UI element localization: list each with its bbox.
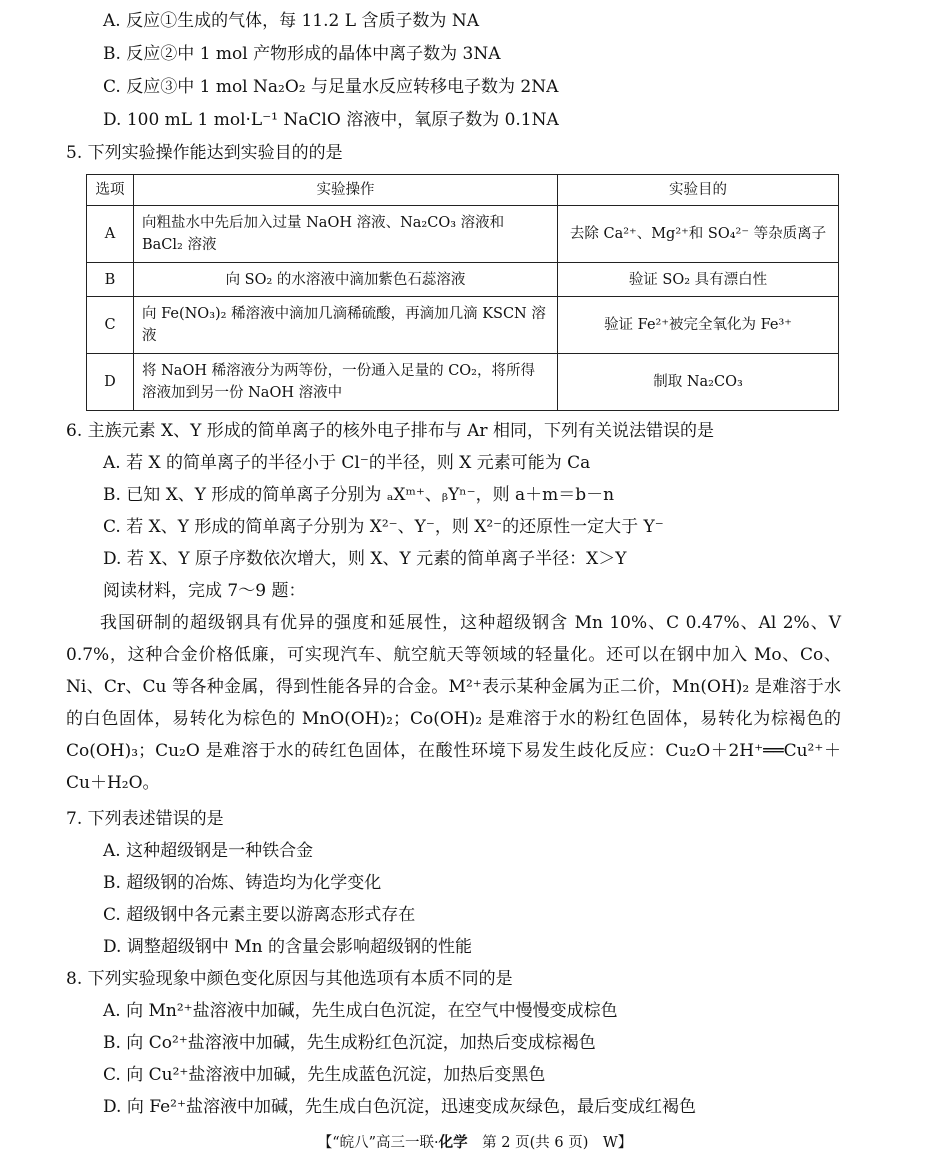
reading-intro: 阅读材料，完成 7～9 题： (103, 581, 306, 601)
reading-passage: 我国研制的超级钢具有优异的强度和延展性，这种超级钢含 Mn 10%、C 0.47%、Al 2%、V 0.7%，这种合金价格低廉，可实现汽车、航空航天等领域的轻量化。还可以在钢中加入 Mo、Co、Ni、Cr、Cu 等各种金属，得到性能各异的合金。M²⁺表示某种金属为正二价，Mn(OH)₂ 是难溶于水的白色固体，易转化为棕色的 MnO(OH)₂；Co(OH)₂ 是难溶于水的粉红色固体，易转化为棕褐色的 Co(OH)₃；Cu₂O 是难溶于水的砖红色固体，在酸性环境下易发生歧化反应：Cu₂O＋2H⁺══Cu²⁺＋Cu＋H₂O。 (66, 613, 841, 793)
q8-stem: 8. 下列实验现象中颜色变化原因与其他选项有本质不同的是 (66, 969, 513, 989)
experiment-table (86, 174, 839, 411)
table-row (87, 354, 839, 411)
table-row (87, 297, 839, 354)
q4-option-d: D. 100 mL 1 mol·L⁻¹ NaClO 溶液中，氧原子数为 0.1NA (103, 110, 559, 130)
q6-stem: 6. 主族元素 X、Y 形成的简单离子的核外电子排布与 Ar 相同，下列有关说法错误的是 (66, 421, 714, 441)
row-d-id: D (87, 354, 134, 411)
footer-subject: 化学 (438, 1134, 468, 1151)
table-row (87, 206, 839, 263)
footer-exam-name: 【“皖八”高三一联· (317, 1135, 439, 1151)
row-a-purpose: 去除 Ca²⁺、Mg²⁺和 SO₄²⁻ 等杂质离子 (558, 206, 839, 263)
q8-option-d: D. 向 Fe²⁺盐溶液中加碱，先生成白色沉淀，迅速变成灰绿色，最后变成红褐色 (103, 1097, 696, 1117)
header-option: 选项 (87, 175, 134, 206)
q6-option-d: D. 若 X、Y 原子序数依次增大，则 X、Y 元素的简单离子半径：X＞Y (103, 549, 627, 569)
q4-option-c: C. 反应③中 1 mol Na₂O₂ 与足量水反应转移电子数为 2NA (103, 77, 559, 97)
row-c-id: C (87, 297, 134, 354)
header-operation: 实验操作 (134, 175, 558, 206)
row-d-operation: 将 NaOH 稀溶液分为两等份，一份通入足量的 CO₂，将所得溶液加到另一份 NaOH 溶液中 (134, 354, 558, 411)
q6-option-c: C. 若 X、Y 形成的简单离子分别为 X²⁻、Y⁻，则 X²⁻的还原性一定大于 Y⁻ (103, 517, 664, 537)
q8-option-c: C. 向 Cu²⁺盐溶液中加碱，先生成蓝色沉淀，加热后变黑色 (103, 1065, 546, 1085)
table-header-row (87, 175, 839, 206)
row-b-purpose: 验证 SO₂ 具有漂白性 (558, 263, 839, 297)
row-b-id: B (87, 263, 134, 297)
q7-option-d: D. 调整超级钢中 Mn 的含量会影响超级钢的性能 (103, 937, 472, 957)
row-c-purpose: 验证 Fe²⁺被完全氧化为 Fe³⁺ (558, 297, 839, 354)
header-purpose: 实验目的 (558, 175, 839, 206)
q8-option-b: B. 向 Co²⁺盐溶液中加碱，先生成粉红色沉淀，加热后变成棕褐色 (103, 1033, 596, 1053)
q7-option-c: C. 超级钢中各元素主要以游离态形式存在 (103, 905, 416, 925)
q7-option-b: B. 超级钢的冶炼、铸造均为化学变化 (103, 873, 382, 893)
row-a-operation: 向粗盐水中先后加入过量 NaOH 溶液、Na₂CO₃ 溶液和 BaCl₂ 溶液 (134, 206, 558, 263)
q4-option-a: A. 反应①生成的气体，每 11.2 L 含质子数为 NA (103, 11, 479, 31)
table-row (87, 263, 839, 297)
q6-option-a: A. 若 X 的简单离子的半径小于 Cl⁻的半径，则 X 元素可能为 Ca (103, 453, 591, 473)
q6-option-b: B. 已知 X、Y 形成的简单离子分别为 ₐXᵐ⁺、ᵦYⁿ⁻，则 a＋m＝b－n (103, 485, 615, 505)
row-a-id: A (87, 206, 134, 263)
q7-option-a: A. 这种超级钢是一种铁合金 (103, 841, 314, 861)
page-footer (0, 1132, 950, 1154)
row-c-operation: 向 Fe(NO₃)₂ 稀溶液中滴加几滴稀硫酸，再滴加几滴 KSCN 溶液 (134, 297, 558, 354)
row-b-operation: 向 SO₂ 的水溶液中滴加紫色石蕊溶液 (134, 263, 558, 297)
row-d-purpose: 制取 Na₂CO₃ (558, 354, 839, 411)
q7-stem: 7. 下列表述错误的是 (66, 809, 224, 829)
q5-stem: 5. 下列实验操作能达到实验目的的是 (66, 143, 343, 163)
q8-option-a: A. 向 Mn²⁺盐溶液中加碱，先生成白色沉淀，在空气中慢慢变成棕色 (103, 1001, 618, 1021)
footer-page-info: 第 2 页(共 6 页) W】 (467, 1135, 633, 1151)
q4-option-b: B. 反应②中 1 mol 产物形成的晶体中离子数为 3NA (103, 44, 501, 64)
